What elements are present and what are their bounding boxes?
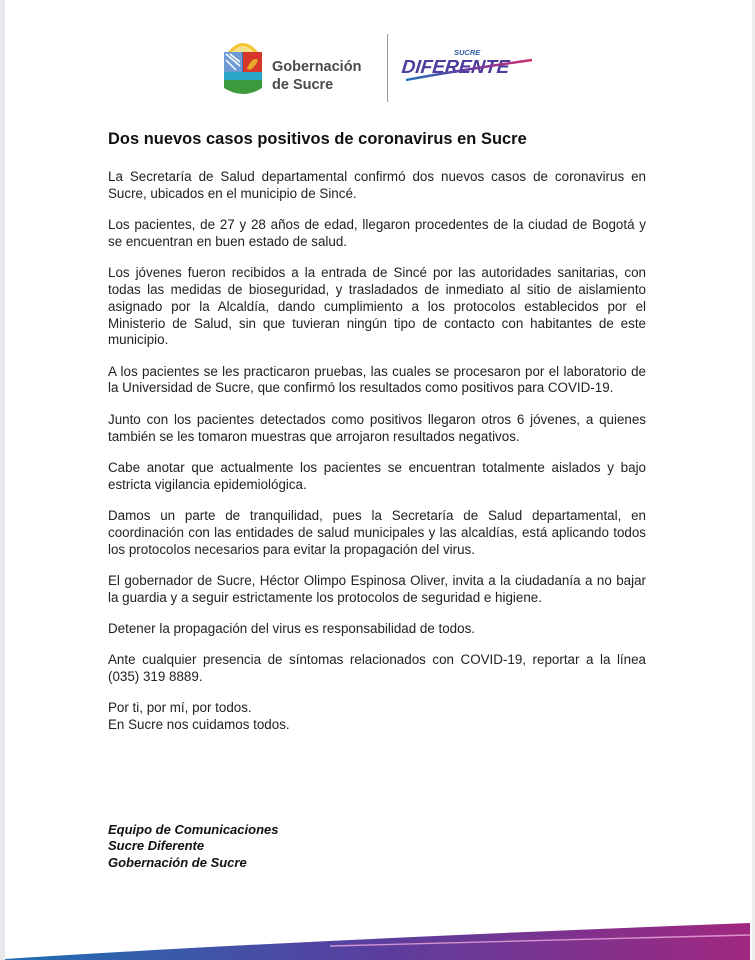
footer-band-shape (5, 923, 750, 960)
paragraph-5: Junto con los pacientes detectados como positivos llegaron otros 6 jóvenes, a quienes también se les tomaron muestras que arrojaron resultados negativos. (108, 411, 646, 444)
header-divider (387, 34, 388, 102)
paragraph-8: El gobernador de Sucre, Héctor Olimpo Espinosa Oliver, invita a la ciudadanía a no bajar la guardia y a seguir estrictamente los protocolos de seguridad e higiene. (108, 572, 646, 605)
page-edge-left (0, 0, 5, 960)
brand-small-text: SUCRE (454, 48, 481, 57)
signature-line-1: Equipo de Comunicaciones (108, 822, 279, 837)
coat-of-arms-icon (222, 36, 264, 98)
org-line-2: de Sucre (272, 77, 334, 93)
letterhead (0, 28, 755, 108)
paragraph-6: Cabe anotar que actualmente los pacientes se encuentran totalmente aislados y bajo estricta vigilancia epidemiológica. (108, 459, 646, 492)
closing-line-1: Por ti, por mí, por todos. (108, 700, 252, 716)
paragraph-4: A los pacientes se les practicaron pruebas, las cuales se procesaron por el laboratorio de la Universidad de Sucre, que confirmó los resultados como positivos para COVID-19. (108, 363, 646, 396)
signature-block (108, 822, 278, 871)
document-title: Dos nuevos casos positivos de coronavirus en Sucre (108, 130, 527, 148)
footer-gradient-band (0, 880, 755, 960)
sucre-diferente-logo (400, 46, 535, 86)
paragraph-10: Ante cualquier presencia de síntomas relacionados con COVID-19, reportar a la línea (035) 319 8889. (108, 652, 646, 685)
org-line-1: Gobernación (272, 59, 362, 75)
paragraph-3: Los jóvenes fueron recibidos a la entrada de Sincé por las autoridades sanitarias, con todas las medidas de bioseguridad, y trasladados de inmediato al sitio de aislamiento asignado por la Alcaldía, dando cumplimiento a los protocolos establecidos por el Ministerio de Salud, sin que tuvieran ningún tipo de contacto con habitantes de este municipio. (108, 265, 646, 348)
paragraph-9: Detener la propagación del virus es responsabilidad de todos. (108, 620, 475, 636)
paragraph-1: La Secretaría de Salud departamental confirmó dos nuevos casos de coronavirus en Sucre, ubicados en el municipio de Sincé. (108, 169, 646, 201)
signature-line-3: Gobernación de Sucre (108, 854, 247, 870)
organization-name (272, 58, 361, 94)
paragraph-2: Los pacientes, de 27 y 28 años de edad, llegaron procedentes de la ciudad de Bogotá y se encuentran en buen estado de salud. (108, 217, 646, 249)
signature-line-2: Sucre Diferente (108, 838, 205, 854)
sun-rays (228, 43, 258, 52)
paragraph-7: Damos un parte de tranquilidad, pues la Secretaría de Salud departamental, en coordinación con las entidades de salud municipales y las alcaldías, está aplicando todos los protocolos necesarios para evitar la propagación del virus. (108, 507, 646, 557)
document-body (108, 130, 646, 734)
closing-line-2: En Sucre nos cuidamos todos. (108, 717, 290, 733)
brand-large-text: DIFERENTE (400, 57, 511, 78)
